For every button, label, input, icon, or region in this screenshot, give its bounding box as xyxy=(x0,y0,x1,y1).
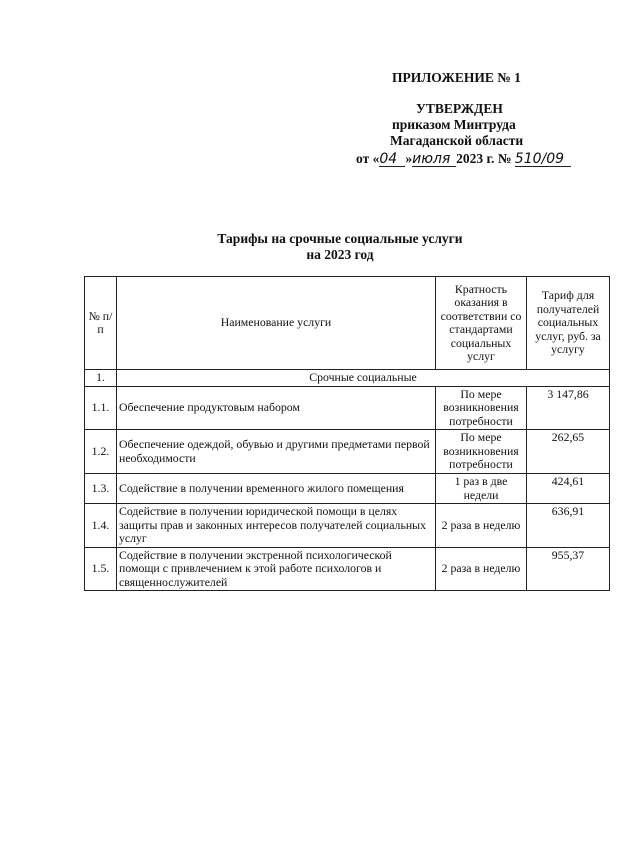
row-frequency: По мере возникновения потребности xyxy=(436,430,527,474)
row-frequency: 2 раза в неделю xyxy=(436,504,527,548)
row-frequency: По мере возникновения потребности xyxy=(436,386,527,430)
row-tariff: 636,91 xyxy=(527,504,610,548)
row-frequency: 2 раза в неделю xyxy=(436,547,527,591)
row-name: Обеспечение одеждой, обувью и другими предметами первой необходимости xyxy=(117,430,436,474)
row-tariff: 3 147,86 xyxy=(527,386,610,430)
table-row xyxy=(85,547,610,591)
appendix-label: ПРИЛОЖЕНИЕ № 1 xyxy=(392,70,521,85)
section-title: Срочные социальные xyxy=(117,370,610,387)
order-line-1: приказом Минтруда xyxy=(392,117,516,132)
date-year: 2023 г. № xyxy=(456,151,512,166)
order-date-line xyxy=(356,151,571,167)
header-tariff: Тариф для получателей социальных услуг, руб. за услугу xyxy=(527,277,610,370)
row-num: 1.2. xyxy=(85,430,117,474)
table-header-row xyxy=(85,277,610,370)
table-row xyxy=(85,430,610,474)
table-row xyxy=(85,474,610,504)
approved-label: УТВЕРЖДЕН xyxy=(416,101,503,116)
row-tariff: 955,37 xyxy=(527,547,610,591)
order-line-2: Магаданской области xyxy=(390,133,524,148)
handwritten-day: 04 xyxy=(379,153,405,167)
row-num: 1.5. xyxy=(85,547,117,591)
row-name: Обеспечение продуктовым набором xyxy=(117,386,436,430)
row-tariff: 262,65 xyxy=(527,430,610,474)
row-name: Содействие в получении юридической помощи в целях защиты прав и законных интересов получателей социальных услуг xyxy=(117,504,436,548)
header-frequency: Кратность оказания в соответствии со стандартами социальных услуг xyxy=(436,277,527,370)
row-frequency: 1 раз в две недели xyxy=(436,474,527,504)
header-num: № п/п xyxy=(85,277,117,370)
row-num: 1.1. xyxy=(85,386,117,430)
date-mid: » xyxy=(405,151,413,166)
row-num: 1.3. xyxy=(85,474,117,504)
handwritten-month: июля xyxy=(412,153,456,167)
section-num: 1. xyxy=(85,370,117,387)
tariffs-table xyxy=(84,276,610,591)
document-title: Тарифы на срочные социальные услуги xyxy=(217,231,463,246)
row-num: 1.4. xyxy=(85,504,117,548)
row-tariff: 424,61 xyxy=(527,474,610,504)
document-subtitle: на 2023 год xyxy=(306,247,374,262)
section-row xyxy=(85,370,610,387)
date-prefix: от « xyxy=(356,151,380,166)
row-name: Содействие в получении экстренной психологической помощи с привлечением к этой работе психологов и священнослужителей xyxy=(117,547,436,591)
header-name: Наименование услуги xyxy=(117,277,436,370)
handwritten-order-number: 510/09 xyxy=(515,153,571,167)
table-row xyxy=(85,386,610,430)
table-row xyxy=(85,504,610,548)
row-name: Содействие в получении временного жилого помещения xyxy=(117,474,436,504)
